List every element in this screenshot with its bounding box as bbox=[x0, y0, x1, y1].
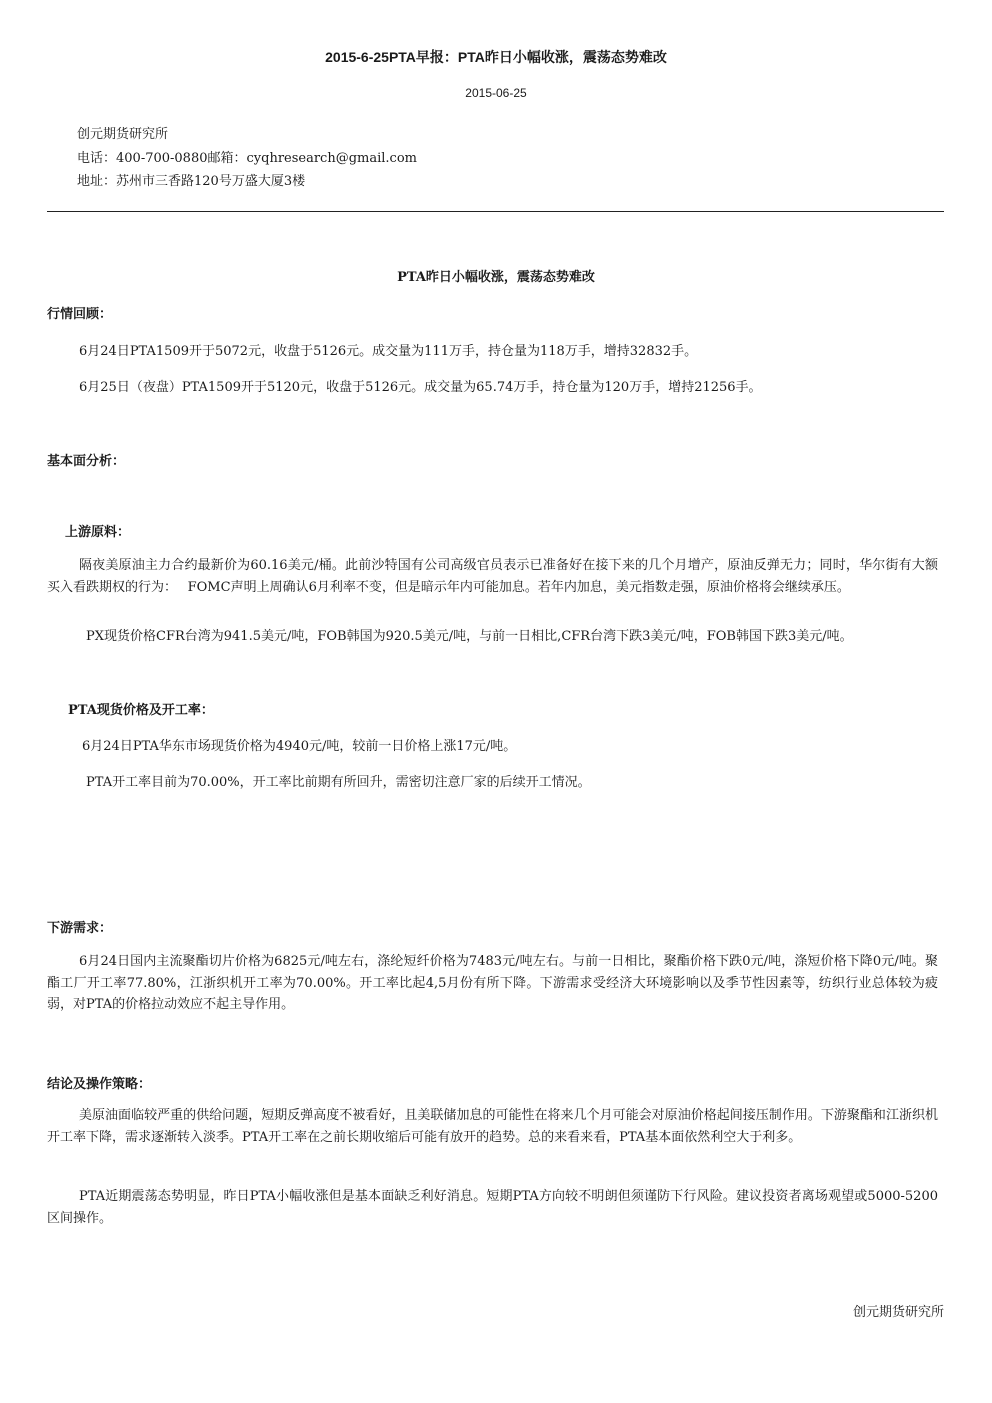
header-contact: 电话：400-700-0880邮箱：cyqhresearch@gmail.com bbox=[77, 151, 417, 166]
header-address: 地址：苏州市三香路120号万盛大厦3楼 bbox=[77, 174, 306, 189]
upstream-paragraph-1: 隔夜美原油主力合约最新价为60.16美元/桶。此前沙特国有公司高级官员表示已准备好在接下来的几个月增产，原油反弹无力；同时，华尔街有大额买入看跌期权的行为： FOMC声明上周确认6月利率不变，但是暗示年内可能加息。若年内加息，美元指数走强，原油价格将会继续承压。 bbox=[47, 558, 938, 595]
market-review-paragraph-2: 6月25日（夜盘）PTA1509开于5120元，收盘于5126元。成交量为65.74万手，持仓量为120万手，增持21256手。 bbox=[79, 380, 762, 395]
conclusion-paragraph-1: 美原油面临较严重的供给问题，短期反弹高度不被看好，且美联储加息的可能性在将来几个月可能会对原油价格起间接压制作用。下游聚酯和江浙织机开工率下降，需求逐渐转入淡季。PTA开工率在之前长期收缩后可能有放开的趋势。总的来看来看，PTA基本面依然利空大于利多。 bbox=[47, 1108, 938, 1145]
downstream-heading: 下游需求： bbox=[47, 921, 113, 936]
downstream-paragraph-1: 6月24日国内主流聚酯切片价格为6825元/吨左右，涤纶短纤价格为7483元/吨左右。与前一日相比，聚酯价格下跌0元/吨，涤短价格下降0元/吨。聚酯工厂开工率77.80%，江浙织机开工率为70.00%。开工率比起4,5月份有所下降。下游需求受经济大环境影响以及季节性因素等，纺织行业总体较为疲弱，对PTA的价格拉动效应不起主导作用。 bbox=[47, 954, 938, 1012]
upstream-paragraph-2: PX现货价格CFR台湾为941.5美元/吨，FOB韩国为920.5美元/吨，与前一日相比,CFR台湾下跌3美元/吨，FOB韩国下跌3美元/吨。 bbox=[86, 629, 853, 644]
report-title: 2015-6-25PTA早报：PTA昨日小幅收涨，震荡态势难改 bbox=[325, 49, 667, 65]
pta-spot-paragraph-2: PTA开工率目前为70.00%，开工率比前期有所回升，需密切注意厂家的后续开工情况。 bbox=[86, 775, 591, 790]
header-divider bbox=[47, 211, 944, 212]
header-org: 创元期货研究所 bbox=[77, 127, 169, 142]
report-subtitle: PTA昨日小幅收涨，震荡态势难改 bbox=[397, 270, 595, 285]
upstream-heading: 上游原料： bbox=[65, 525, 131, 540]
report-date: 2015-06-25 bbox=[465, 86, 527, 100]
pta-spot-heading: PTA现货价格及开工率： bbox=[68, 703, 214, 718]
conclusion-paragraph-2: PTA近期震荡态势明显，昨日PTA小幅收涨但是基本面缺乏利好消息。短期PTA方向较不明朗但须谨防下行风险。建议投资者离场观望或5000-5200区间操作。 bbox=[47, 1189, 938, 1226]
market-review-paragraph-1: 6月24日PTA1509开于5072元，收盘于5126元。成交量为111万手，持仓量为118万手，增持32832手。 bbox=[79, 344, 698, 359]
footer-org: 创元期货研究所 bbox=[852, 1305, 944, 1320]
fundamentals-heading: 基本面分析： bbox=[47, 454, 126, 469]
pta-spot-paragraph-1: 6月24日PTA华东市场现货价格为4940元/吨，较前一日价格上涨17元/吨。 bbox=[82, 739, 517, 754]
market-review-heading: 行情回顾： bbox=[47, 307, 113, 322]
conclusion-heading: 结论及操作策略： bbox=[47, 1077, 152, 1092]
